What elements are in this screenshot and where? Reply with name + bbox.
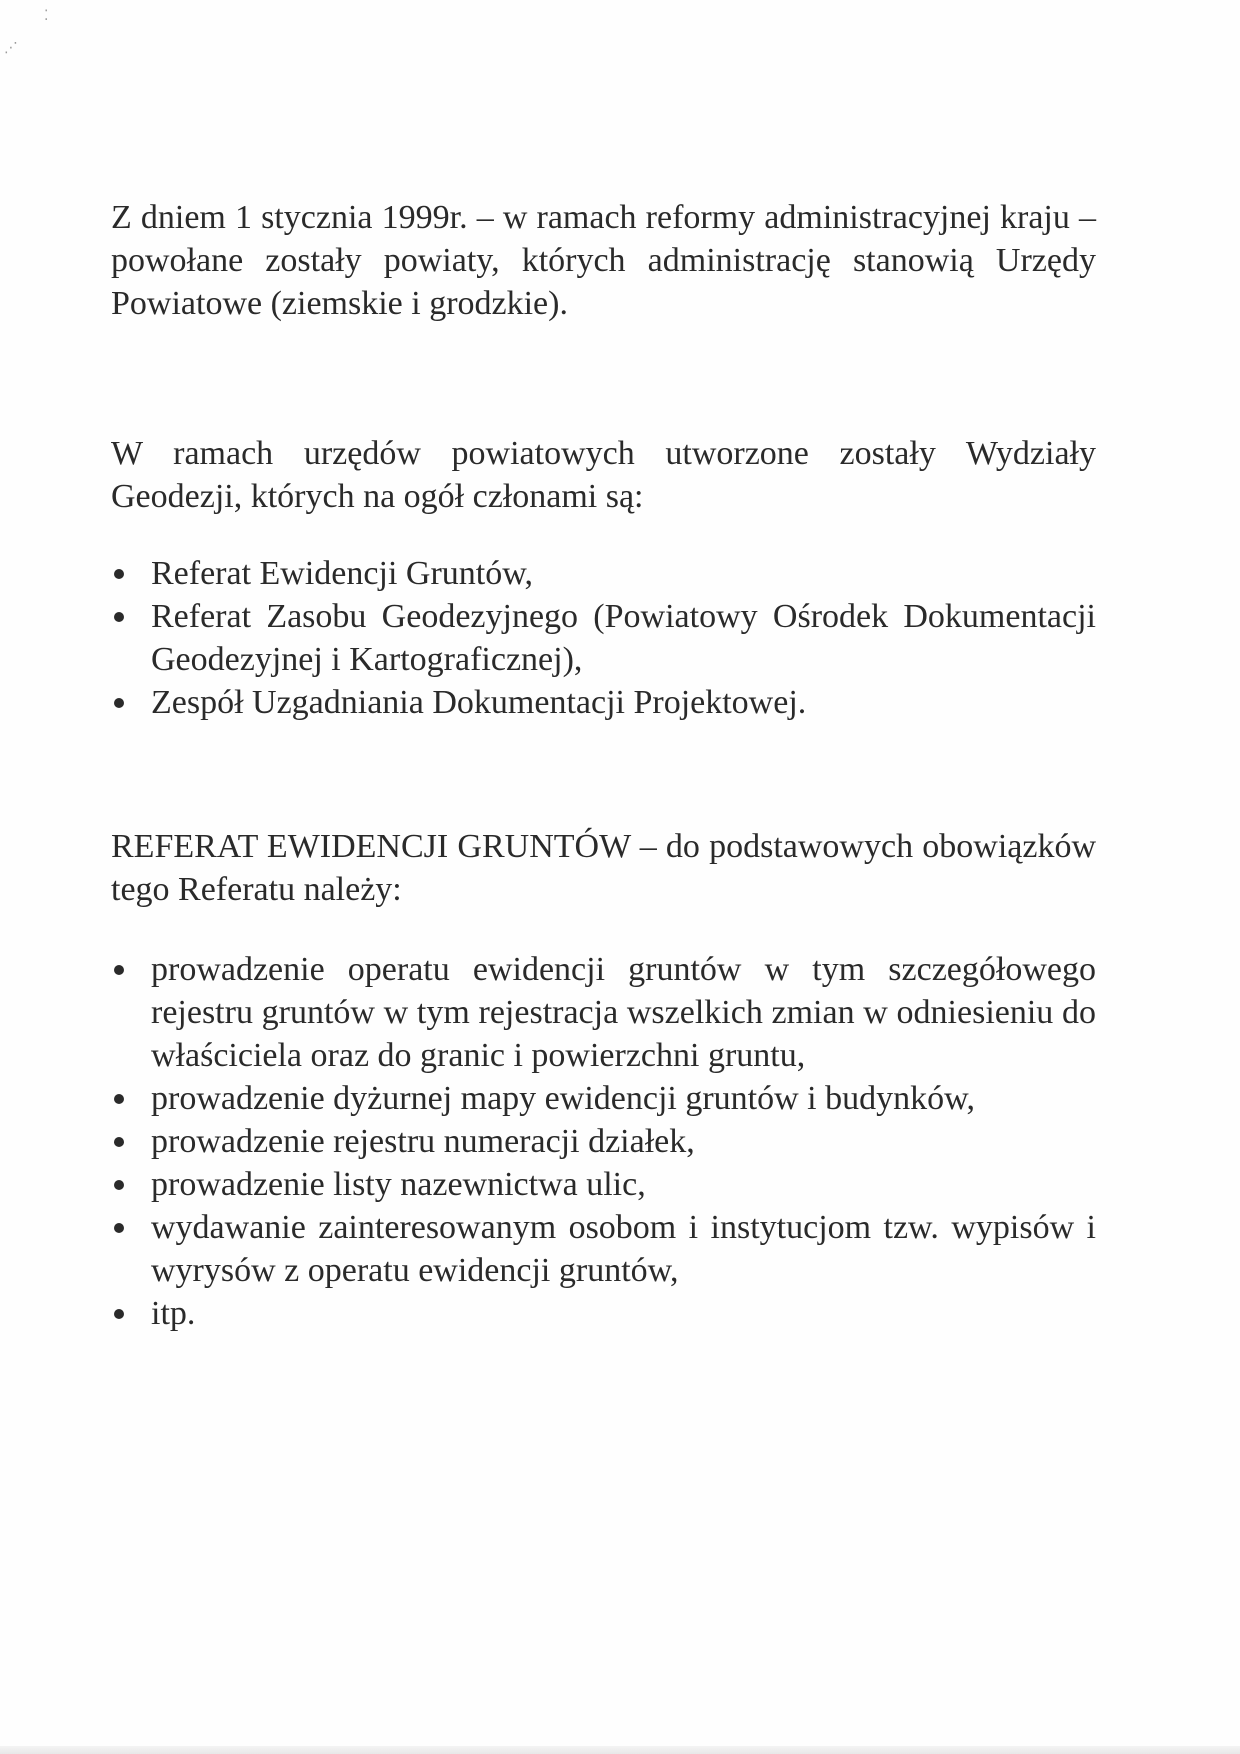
bullet-icon — [114, 1223, 124, 1233]
bullet-icon — [114, 1094, 124, 1104]
referat-heading-paragraph: REFERAT EWIDENCJI GRUNTÓW – do podstawowych obowiązków tego Referatu należy: — [111, 828, 1096, 908]
scan-speck: ⋰ — [4, 40, 18, 56]
document-body — [111, 196, 1096, 1335]
bullet-icon — [114, 612, 124, 622]
departments-list — [111, 552, 1096, 724]
list-item: Referat Zasobu Geodezyjnego (Powiatowy Ośrodek Dokumentacji Geodezyjnej i Kartograficznej), — [111, 595, 1096, 681]
bullet-icon — [114, 1137, 124, 1147]
list-item: prowadzenie rejestru numeracji działek, — [111, 1120, 1096, 1163]
bullet-icon — [114, 1309, 124, 1319]
list-item: Zespół Uzgadniania Dokumentacji Projektowej. — [111, 681, 1096, 724]
duties-list — [111, 948, 1096, 1335]
bullet-icon — [114, 698, 124, 708]
bullet-icon — [114, 569, 124, 579]
list-item: Referat Ewidencji Gruntów, — [111, 552, 1096, 595]
list-item: wydawanie zainteresowanym osobom i instytucjom tzw. wypisów i wyrysów z operatu ewidencji gruntów, — [111, 1206, 1096, 1292]
list-item: prowadzenie dyżurnej mapy ewidencji gruntów i budynków, — [111, 1077, 1096, 1120]
intro-paragraph: Z dniem 1 stycznia 1999r. – w ramach reformy administracyjnej kraju – powołane zostały powiaty, których administrację stanowią Urzędy Powiatowe (ziemskie i grodzkie). — [111, 199, 1096, 322]
scan-speck: ⁚ — [44, 8, 49, 24]
list-item: itp. — [111, 1292, 1096, 1335]
departments-paragraph: W ramach urzędów powiatowych utworzone zostały Wydziały Geodezji, których na ogół członami są: — [111, 435, 1096, 515]
list-item: prowadzenie operatu ewidencji gruntów w tym szczegółowego rejestru gruntów w tym rejestracja wszelkich zmian w odniesieniu do właściciela oraz do granic i powierzchni gruntu, — [111, 948, 1096, 1077]
bullet-icon — [114, 1180, 124, 1190]
bullet-icon — [114, 965, 124, 975]
list-item: prowadzenie listy nazewnictwa ulic, — [111, 1163, 1096, 1206]
